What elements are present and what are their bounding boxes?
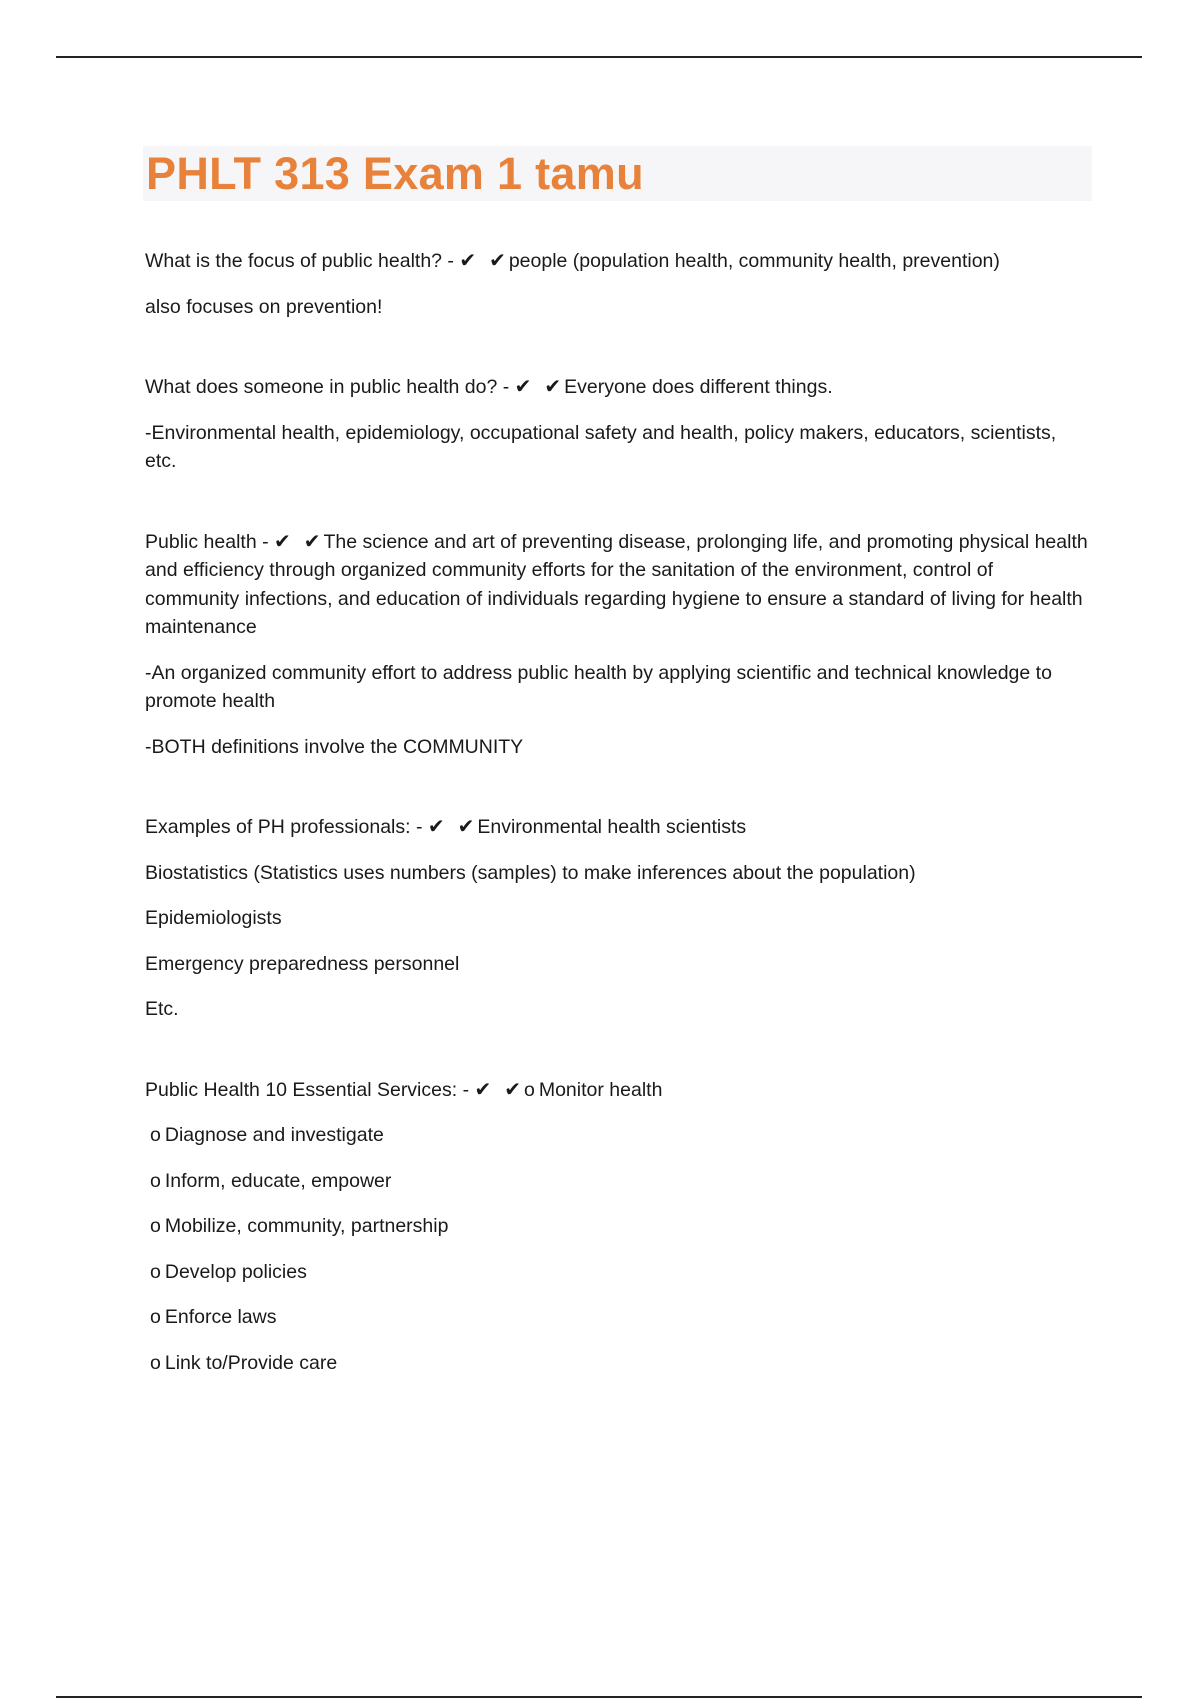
answer-paragraph: also focuses on prevention! <box>145 295 383 318</box>
answer-paragraph: Epidemiologists <box>145 907 282 929</box>
question-text: What does someone in public health do? - <box>145 376 510 398</box>
answer-paragraph: Biostatistics (Statistics uses numbers (samples) to make inferences about the population) <box>145 861 916 884</box>
qa-entry <box>145 812 1090 1024</box>
answer-paragraph: Emergency preparedness personnel <box>145 952 460 975</box>
answer-text: The science and art of preventing disease, prolonging life, and promoting physical health and efficiency through organized community efforts for the sanitation of the environment, control of community infections, and education of individuals regarding hygiene to ensure a standard of living for health maintenance <box>145 530 1088 638</box>
service-item <box>145 1258 1090 1287</box>
qa-line <box>145 1075 1090 1105</box>
answer-text: Monitor health <box>538 1078 663 1101</box>
checkmark-icon: ✔ ✔ <box>427 814 478 838</box>
qa-entry <box>145 372 1090 476</box>
question-text: Public Health 10 Essential Services: - <box>145 1078 470 1101</box>
qa-entry <box>145 246 1090 321</box>
answer-paragraph: -An organized community effort to address public health by applying scientific and technical knowledge to promote health <box>145 661 1052 712</box>
question-text: Examples of PH professionals: - <box>145 816 423 838</box>
answer-paragraph: -Environmental health, epidemiology, occupational safety and health, policy makers, educators, scientists, etc. <box>145 421 1057 472</box>
service-label: Link to/Provide care <box>164 1351 338 1374</box>
qa-entry <box>145 1075 1090 1378</box>
bullet-icon: o <box>150 1351 161 1374</box>
document-body <box>145 246 1090 1428</box>
qa-line <box>145 246 1090 276</box>
service-label: Develop policies <box>164 1260 307 1283</box>
bullet-icon: o <box>523 1078 535 1101</box>
service-item <box>145 1349 1090 1378</box>
bullet-icon: o <box>150 1306 161 1328</box>
document-title: PHLT 313 Exam 1 tamu <box>146 148 644 199</box>
service-item <box>145 1121 1090 1150</box>
service-label: Mobilize, community, partnership <box>164 1215 449 1237</box>
service-label: Diagnose and investigate <box>164 1124 384 1146</box>
qa-line <box>145 527 1090 642</box>
service-item <box>145 1212 1090 1241</box>
question-text: Public health - <box>145 530 269 553</box>
bullet-icon: o <box>150 1124 161 1146</box>
checkmark-icon: ✔ ✔ <box>474 1076 524 1101</box>
service-label: Enforce laws <box>164 1306 277 1328</box>
checkmark-icon: ✔ ✔ <box>514 374 565 398</box>
checkmark-icon: ✔ ✔ <box>274 528 324 553</box>
qa-line <box>145 372 1090 402</box>
answer-text: Environmental health scientists <box>477 816 747 838</box>
footer-rule <box>56 1696 1142 1698</box>
bullet-icon: o <box>150 1169 161 1192</box>
header-rule <box>56 56 1142 58</box>
answer-text: people (population health, community health, prevention) <box>508 250 1000 272</box>
qa-line <box>145 812 1090 842</box>
checkmark-icon: ✔ ✔ <box>459 248 509 272</box>
answer-paragraph: Etc. <box>145 998 179 1020</box>
bullet-icon: o <box>150 1260 161 1283</box>
qa-entry <box>145 527 1090 762</box>
question-text: What is the focus of public health? - <box>145 250 454 272</box>
answer-text: Everyone does different things. <box>564 376 833 398</box>
bullet-icon: o <box>150 1215 161 1237</box>
answer-paragraph: -BOTH definitions involve the COMMUNITY <box>145 735 524 758</box>
service-item <box>145 1167 1090 1196</box>
service-label: Inform, educate, empower <box>164 1169 392 1192</box>
service-item <box>145 1303 1090 1332</box>
